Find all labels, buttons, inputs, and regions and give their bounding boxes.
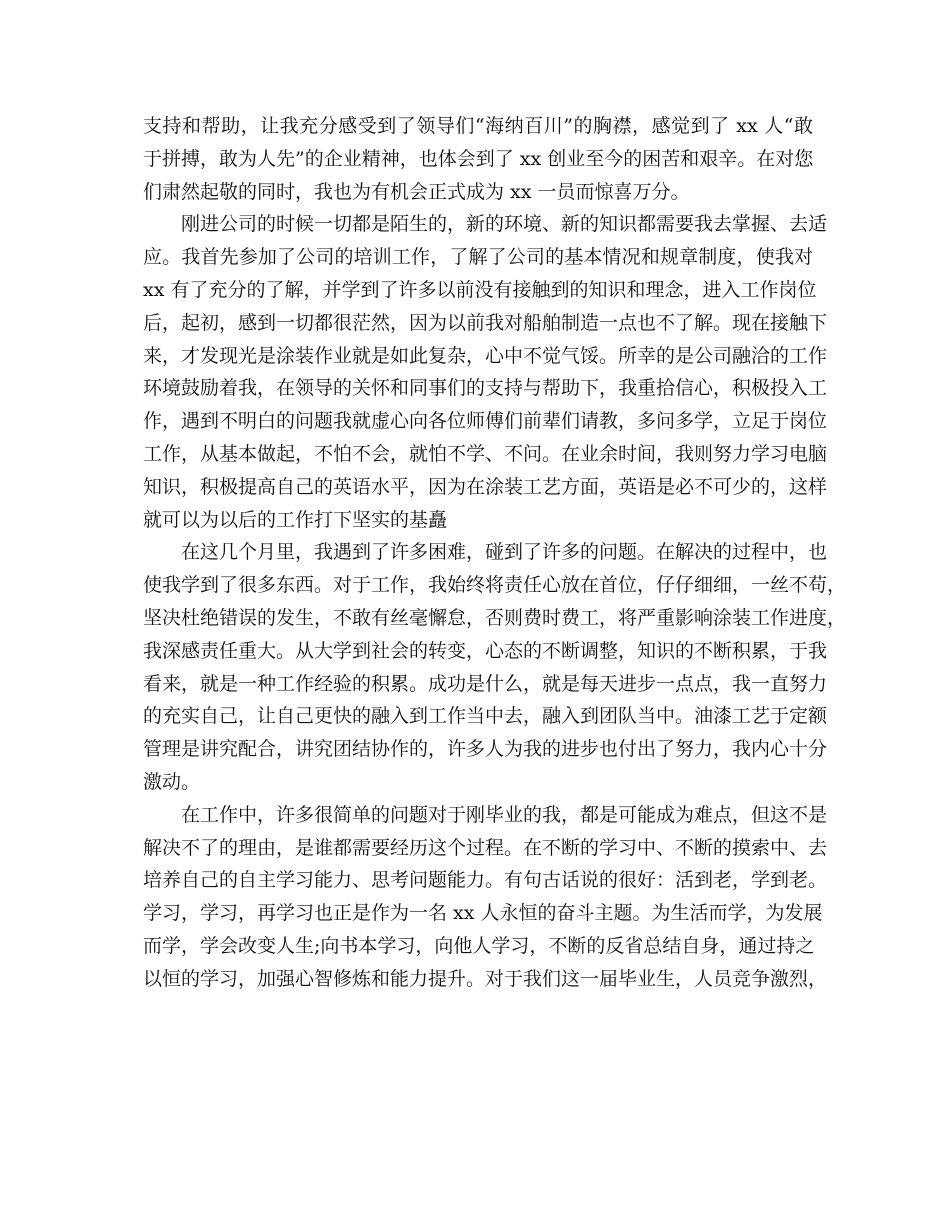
text-line: 而学，学会改变人生;向书本学习，向他人学习，不断的反省总结自身，通过持之 (143, 934, 815, 957)
text-line: 培养自己的自主学习能力、思考问题能力。有句古话说的很好：活到老，学到老。 (143, 869, 828, 892)
text-line: 解决不了的理由，是谁都需要经历这个过程。在不断的学习中、不断的摸索中、去 (143, 836, 828, 859)
text-line: 学习，学习，再学习也正是作为一名 xx 人永恒的奋斗主题。为生活而学，为发展 (143, 902, 823, 925)
text-line: 就可以为以后的工作打下坚实的基矗 (143, 508, 448, 531)
text-line: 环境鼓励着我，在领导的关怀和同事们的支持与帮助下，我重拾信心，积极投入工 (143, 377, 828, 400)
text-line: 的充实自己，让自己更快的融入到工作当中去，融入到团队当中。油漆工艺于定额 (143, 705, 828, 728)
text-line: 后，起初，感到一切都很茫然，因为以前我对船舶制造一点也不了解。现在接触下 (143, 311, 828, 334)
text-line: 来，才发现光是涂装作业就是如此复杂，心中不觉气馁。所幸的是公司融洽的工作 (143, 344, 828, 367)
text-line: 于拼搏，敢为人先”的企业精神，也体会到了 xx 创业至今的困苦和艰辛。在对您 (143, 147, 814, 170)
text-line: 管理是讲究配合，讲究团结协作的，许多人为我的进步也付出了努力，我内心十分 (143, 738, 828, 761)
text-line: 应。我首先参加了公司的培训工作，了解了公司的基本情况和规章制度，使我对 (143, 246, 813, 269)
text-line: xx 有了充分的了解，并学到了许多以前没有接触到的知识和理念，进入工作岗位 (143, 278, 817, 301)
text-line: 在工作中，许多很简单的问题对于刚毕业的我，都是可能成为难点，但这不是 (181, 803, 828, 826)
text-line: 使我学到了很多东西。对于工作，我始终将责任心放在首位，仔仔细细，一丝不苟， (143, 574, 847, 597)
text-line: 看来，就是一种工作经验的积累。成功是什么，就是每天进步一点点，我一直努力 (143, 672, 828, 695)
document-body (143, 110, 847, 996)
text-line: 支持和帮助，让我充分感受到了领导们“海纳百川”的胸襟，感觉到了 xx 人“敢 (143, 115, 813, 137)
text-line: 我深感责任重大。从大学到社会的转变，心态的不断调整，知识的不断积累，于我 (143, 639, 828, 662)
text-line: 们肃然起敬的同时，我也为有机会正式成为 xx 一员而惊喜万分。 (143, 180, 690, 203)
text-line: 工作，从基本做起，不怕不会，就怕不学、不问。在业余时间，我则努力学习电脑 (143, 442, 828, 465)
text-line: 在这几个月里，我遇到了许多困难，碰到了许多的问题。在解决的过程中，也 (181, 541, 828, 564)
text-line: 刚进公司的时候一切都是陌生的，新的环境、新的知识都需要我去掌握、去适 (181, 213, 828, 236)
text-line: 坚决杜绝错误的发生，不敢有丝毫懈怠，否则费时费工，将严重影响涂装工作进度， (143, 606, 847, 629)
text-line: 作，遇到不明白的问题我就虚心向各位师傅们前辈们请教，多问多学，立足于岗位 (143, 410, 828, 433)
text-line: 以恒的学习，加强心智修炼和能力提升。对于我们这一届毕业生，人员竞争激烈， (143, 967, 828, 990)
text-line: 激动。 (143, 770, 201, 793)
text-line: 知识，积极提高自己的英语水平，因为在涂装工艺方面，英语是必不可少的，这样 (143, 475, 828, 498)
